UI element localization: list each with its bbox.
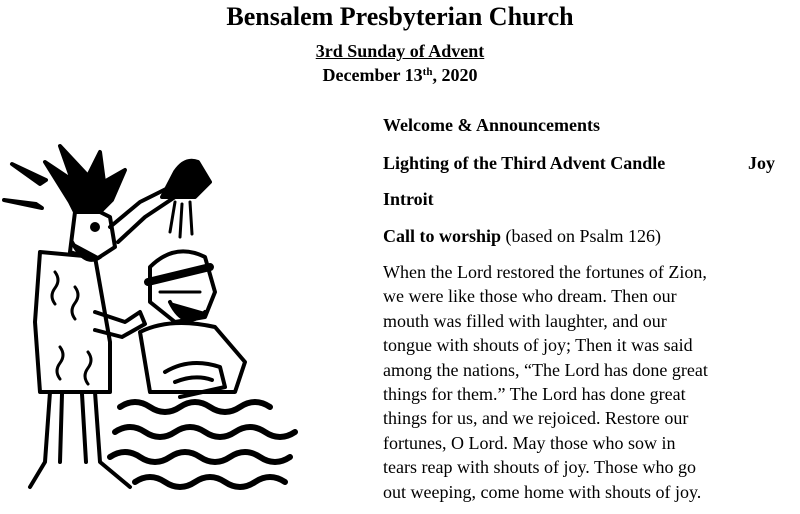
john-hair — [45, 146, 125, 212]
call-line: things for us, and we rejoiced. Restore our — [383, 408, 689, 429]
service-subtitle: 3rd Sunday of Advent — [315, 41, 485, 61]
jesus-body — [140, 323, 245, 392]
call-line: among the nations, “The Lord has done great — [383, 359, 708, 380]
advent-candle-lighting — [383, 152, 793, 174]
church-name: Bensalem Presbyterian Church — [226, 2, 574, 31]
john-legs — [30, 392, 130, 487]
shell — [162, 161, 210, 197]
date-ordinal: th — [422, 66, 433, 78]
service-date — [0, 64, 800, 86]
advent-candle-label: Lighting of the Third Advent Candle — [383, 153, 666, 173]
call-line: fortunes, O Lord. May those who sow in — [383, 432, 676, 453]
call-line: When the Lord restored the fortunes of Zion, — [383, 262, 707, 282]
call-line: we were like those who dream. Then our — [383, 286, 677, 307]
baptism-illustration — [0, 142, 362, 514]
call-to-worship-source: (based on Psalm 126) — [501, 226, 661, 246]
date-text: December 13 — [322, 65, 423, 85]
introit: Introit — [383, 189, 434, 209]
call-to-worship-text — [383, 260, 788, 504]
call-to-worship-title: Call to worship — [383, 226, 502, 246]
call-to-worship-heading — [383, 225, 661, 247]
call-line: things for them.” The Lord has done great — [383, 384, 686, 405]
advent-candle-theme: Joy — [748, 153, 775, 173]
water-waves — [120, 402, 270, 412]
john-body — [35, 252, 110, 392]
welcome-announcements: Welcome & Announcements — [383, 115, 600, 135]
call-line: tongue with shouts of joy; Then it was said — [383, 335, 693, 356]
date-year: , 2020 — [432, 65, 478, 85]
call-line: out weeping, come home with shouts of joy. — [383, 481, 702, 502]
call-line: mouth was filled with laughter, and our — [383, 310, 667, 331]
call-line: tears reap with shouts of joy. Those who go — [383, 457, 696, 478]
